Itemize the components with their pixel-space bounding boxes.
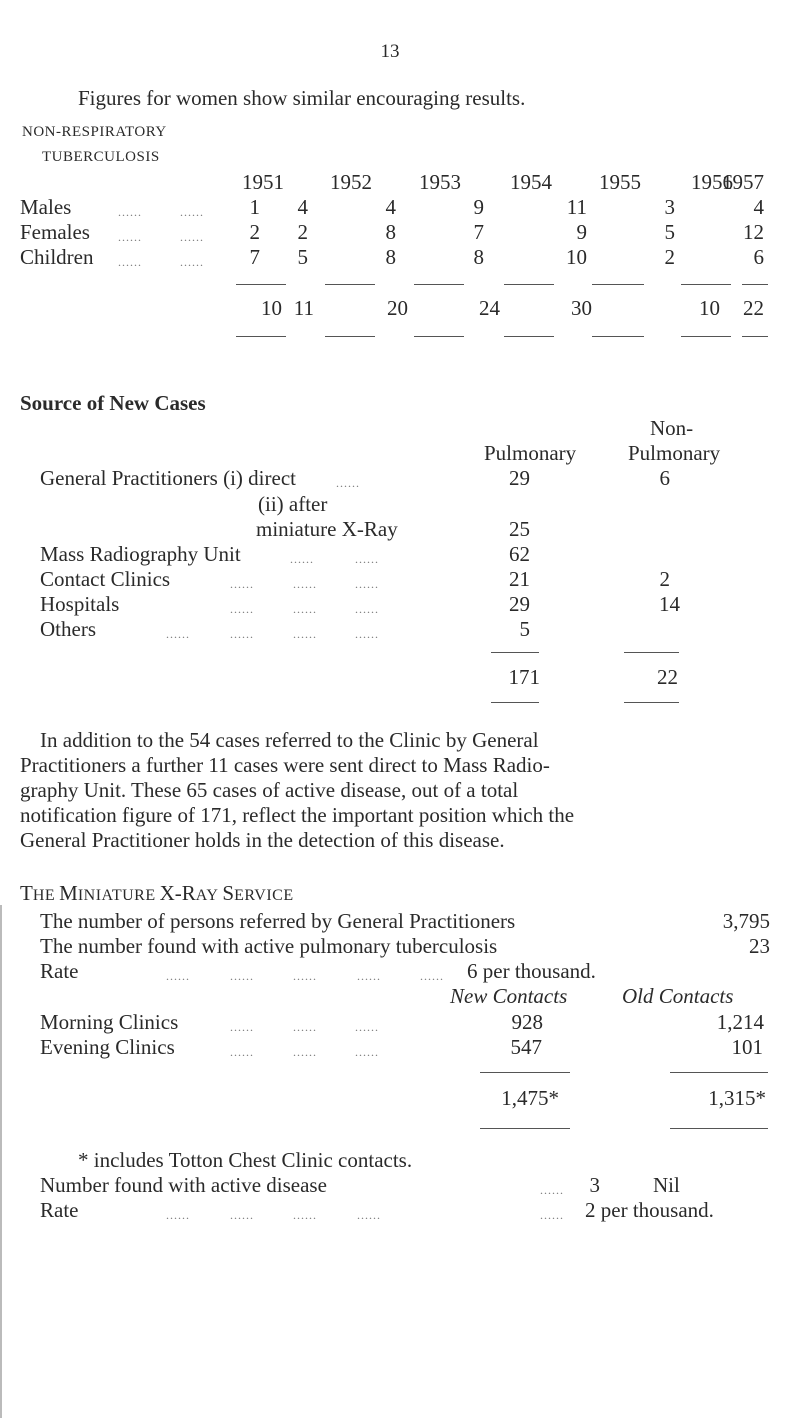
table-cell: 12 bbox=[743, 220, 764, 244]
leader-dots: ...... bbox=[166, 627, 190, 641]
leader-dots: ...... bbox=[293, 1020, 317, 1034]
leader-dots: ...... bbox=[230, 1020, 254, 1034]
col-head-non: Non- bbox=[650, 416, 694, 440]
rule bbox=[624, 702, 679, 703]
rule bbox=[414, 336, 464, 337]
table-cell: 21 bbox=[509, 567, 530, 591]
table-cell: 7 bbox=[249, 245, 260, 269]
leader-dots: ...... bbox=[293, 1045, 317, 1059]
rule bbox=[670, 1072, 768, 1073]
paragraph-line: graphy Unit. These 65 cases of active disease, out of a total bbox=[20, 778, 519, 802]
leader-dots: ...... bbox=[166, 969, 190, 983]
leader-dots: ...... bbox=[293, 577, 317, 591]
rule bbox=[325, 284, 375, 285]
row-label-children: Children bbox=[20, 245, 94, 269]
leader-dots: ...... bbox=[293, 1208, 317, 1222]
referred-value: 3,795 bbox=[722, 909, 770, 933]
leader-dots: ...... bbox=[118, 255, 142, 269]
table-total: 11 bbox=[293, 296, 314, 320]
table-cell: 5 bbox=[519, 617, 530, 641]
row-label-morning-clinics: Morning Clinics bbox=[40, 1010, 179, 1034]
row-label-others: Others bbox=[40, 617, 96, 641]
rule bbox=[491, 702, 539, 703]
table-total: 22 bbox=[657, 665, 678, 689]
row-label-evening-clinics: Evening Clinics bbox=[40, 1035, 175, 1059]
leader-dots: ...... bbox=[230, 1208, 254, 1222]
table-cell: 3 bbox=[664, 195, 675, 219]
rule bbox=[504, 336, 554, 337]
leader-dots: ...... bbox=[357, 1208, 381, 1222]
table-cell: 29 bbox=[509, 466, 530, 490]
table-cell: 928 bbox=[511, 1010, 543, 1034]
leader-dots: ...... bbox=[293, 969, 317, 983]
row-label-mass-radiography: Mass Radiography Unit bbox=[40, 542, 241, 566]
page-number: 13 bbox=[380, 41, 400, 62]
paragraph-line: notification figure of 171, reflect the important position which the bbox=[20, 803, 575, 827]
year-1951: 1951 bbox=[242, 170, 284, 194]
leader-dots: ...... bbox=[180, 205, 204, 219]
section-title: Source of New Cases bbox=[20, 391, 206, 415]
col-head-old-contacts: Old Contacts bbox=[622, 984, 734, 1008]
year-1953: 1953 bbox=[419, 170, 461, 194]
found-label: The number found with active pulmonary tuberculosis bbox=[40, 934, 498, 958]
table-cell: 4 bbox=[297, 195, 308, 219]
table-cell: 547 bbox=[510, 1035, 542, 1059]
table-cell: 9 bbox=[576, 220, 587, 244]
year-1952: 1952 bbox=[330, 170, 372, 194]
leader-dots: ...... bbox=[355, 1045, 379, 1059]
leader-dots: ...... bbox=[420, 969, 444, 983]
table-cell: 2 bbox=[659, 567, 670, 591]
leader-dots: ...... bbox=[357, 969, 381, 983]
found-value: 23 bbox=[749, 934, 770, 958]
referred-label: The number of persons referred by General Practitioners bbox=[40, 909, 516, 933]
table-cell: 62 bbox=[509, 542, 530, 566]
rule bbox=[592, 284, 644, 285]
paragraph-line: Practitioners a further 11 cases were sent direct to Mass Radio- bbox=[20, 753, 550, 777]
leader-dots: ...... bbox=[355, 602, 379, 616]
rule bbox=[742, 336, 768, 337]
rule bbox=[480, 1072, 570, 1073]
rule bbox=[236, 284, 286, 285]
leader-dots: ...... bbox=[293, 602, 317, 616]
table-cell: 6 bbox=[659, 466, 670, 490]
leader-dots: ...... bbox=[118, 205, 142, 219]
table-cell: 1,214 bbox=[716, 1010, 764, 1034]
rule bbox=[624, 652, 679, 653]
table-total: 1,475* bbox=[501, 1086, 559, 1110]
rate-value: 6 per thousand. bbox=[467, 959, 596, 983]
table-cell: 101 bbox=[731, 1035, 763, 1059]
section-heading: THE MINIATURE X-RAY SERVICE bbox=[20, 881, 294, 905]
table-total: 10 bbox=[699, 296, 720, 320]
row-label-males: Males bbox=[20, 195, 72, 219]
table-cell: 29 bbox=[509, 592, 530, 616]
table-cell: 10 bbox=[566, 245, 587, 269]
table-total: 22 bbox=[743, 296, 764, 320]
leader-dots: ...... bbox=[355, 627, 379, 641]
table-total: 10 bbox=[261, 296, 282, 320]
row-label-hospitals: Hospitals bbox=[40, 592, 120, 616]
nrt-heading-line2: TUBERCULOSIS bbox=[42, 149, 160, 165]
leader-dots: ...... bbox=[230, 602, 254, 616]
intro-sentence: Figures for women show similar encouraging results. bbox=[78, 86, 526, 110]
leader-dots: ...... bbox=[230, 627, 254, 641]
table-cell: 1 bbox=[249, 195, 260, 219]
table-cell: 14 bbox=[659, 592, 680, 616]
table-cell: 6 bbox=[753, 245, 764, 269]
year-1957: 1957 bbox=[722, 170, 764, 194]
footnote: * includes Totton Chest Clinic contacts. bbox=[78, 1148, 413, 1172]
leader-dots: ...... bbox=[290, 552, 314, 566]
rule bbox=[504, 284, 554, 285]
table-cell: 9 bbox=[473, 195, 484, 219]
paragraph-line: In addition to the 54 cases referred to the Clinic by General bbox=[40, 728, 539, 752]
table-cell: 7 bbox=[473, 220, 484, 244]
table-cell: 25 bbox=[509, 517, 530, 541]
nrt-heading-line1: NON-RESPIRATORY bbox=[22, 124, 167, 140]
year-1955: 1955 bbox=[599, 170, 641, 194]
table-total: 20 bbox=[387, 296, 408, 320]
table-cell: 8 bbox=[385, 245, 396, 269]
paragraph-line: General Practitioner holds in the detection of this disease. bbox=[20, 828, 505, 852]
rule bbox=[414, 284, 464, 285]
page-edge-shadow bbox=[0, 905, 2, 1418]
col-head-pulmonary: Pulmonary bbox=[484, 441, 577, 465]
table-total: 24 bbox=[479, 296, 500, 320]
rule bbox=[681, 336, 731, 337]
row-label-gp-direct: General Practitioners (i) direct bbox=[40, 466, 296, 490]
table-cell: 2 bbox=[664, 245, 675, 269]
table-cell: 5 bbox=[297, 245, 308, 269]
year-1956: 1956 bbox=[691, 170, 733, 194]
table-cell: 2 bbox=[249, 220, 260, 244]
leader-dots: ...... bbox=[118, 230, 142, 244]
col-head-non-pulmonary: Pulmonary bbox=[628, 441, 721, 465]
leader-dots: ...... bbox=[230, 969, 254, 983]
rate-value-2: 2 per thousand. bbox=[585, 1198, 714, 1222]
rule bbox=[480, 1128, 570, 1129]
col-head-new-contacts: New Contacts bbox=[450, 984, 568, 1008]
year-1954: 1954 bbox=[510, 170, 552, 194]
row-label-gp-after-2: miniature X-Ray bbox=[256, 517, 398, 541]
row-label-contact-clinics: Contact Clinics bbox=[40, 567, 171, 591]
active-new-value: 3 bbox=[589, 1173, 600, 1197]
leader-dots: ...... bbox=[166, 1208, 190, 1222]
rule bbox=[670, 1128, 768, 1129]
row-label-gp-after-1: (ii) after bbox=[258, 492, 328, 516]
rule bbox=[325, 336, 375, 337]
table-cell: 5 bbox=[664, 220, 675, 244]
table-cell: 8 bbox=[473, 245, 484, 269]
leader-dots: ...... bbox=[293, 627, 317, 641]
rule bbox=[491, 652, 539, 653]
table-total: 30 bbox=[571, 296, 592, 320]
leader-dots: ...... bbox=[180, 230, 204, 244]
row-label-females: Females bbox=[20, 220, 90, 244]
rule bbox=[592, 336, 644, 337]
table-cell: 11 bbox=[566, 195, 587, 219]
active-disease-label: Number found with active disease bbox=[40, 1173, 327, 1197]
leader-dots: ...... bbox=[180, 255, 204, 269]
leader-dots: ...... bbox=[355, 1020, 379, 1034]
active-old-value: Nil bbox=[653, 1173, 680, 1197]
rule bbox=[236, 336, 286, 337]
table-cell: 8 bbox=[385, 220, 396, 244]
rule bbox=[681, 284, 731, 285]
rate-label: Rate bbox=[40, 959, 79, 983]
rule bbox=[742, 284, 768, 285]
leader-dots: ...... bbox=[540, 1183, 564, 1197]
leader-dots: ...... bbox=[336, 476, 360, 490]
table-cell: 4 bbox=[385, 195, 396, 219]
table-total: 1,315* bbox=[708, 1086, 766, 1110]
rate-label-2: Rate bbox=[40, 1198, 79, 1222]
table-cell: 2 bbox=[297, 220, 308, 244]
leader-dots: ...... bbox=[355, 552, 379, 566]
leader-dots: ...... bbox=[230, 1045, 254, 1059]
leader-dots: ...... bbox=[355, 577, 379, 591]
leader-dots: ...... bbox=[230, 577, 254, 591]
table-total: 171 bbox=[508, 665, 540, 689]
leader-dots: ...... bbox=[540, 1208, 564, 1222]
table-cell: 4 bbox=[753, 195, 764, 219]
